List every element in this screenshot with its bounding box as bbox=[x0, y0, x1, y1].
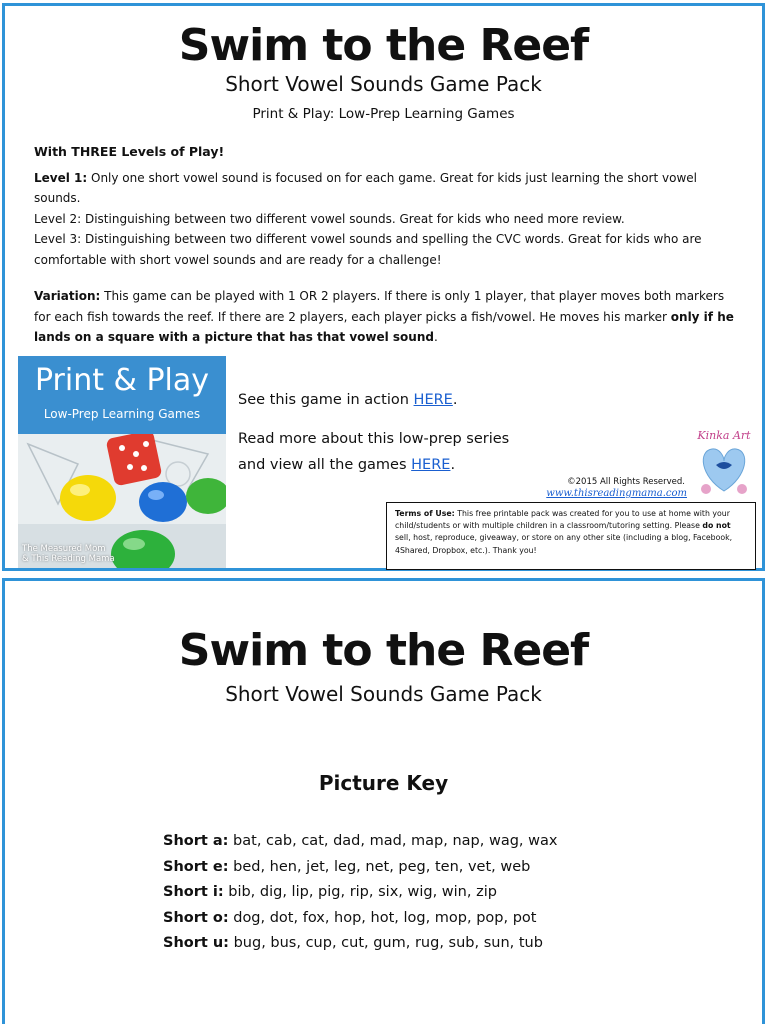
photo-credit-line-2: & This Reading Mama bbox=[22, 554, 115, 564]
picture-key-list bbox=[163, 829, 623, 957]
level-2-text: Level 2: Distinguishing between two different vowel sounds. Great for kids who need more review. bbox=[34, 211, 625, 226]
kinka-art-text: Kinka Art bbox=[697, 429, 751, 442]
game-subtitle: Short Vowel Sounds Game Pack bbox=[225, 72, 542, 96]
game-subtitle: Short Vowel Sounds Game Pack bbox=[225, 682, 542, 706]
variation-text: This game can be played with 1 OR 2 players. If there is only 1 player, that player moves both markers for each fish towards the reef. If there are 2 players, each player picks a fish/vowel. He moves his marker bbox=[34, 289, 725, 324]
vowel-words: bat, cab, cat, dad, mad, map, nap, wag, wax bbox=[228, 833, 558, 849]
game-photo bbox=[18, 356, 226, 568]
variation-end: . bbox=[433, 330, 438, 344]
photo-credit bbox=[22, 544, 115, 564]
list-item bbox=[163, 855, 623, 881]
vowel-words: bib, dig, lip, pig, rip, six, wig, win, zip bbox=[223, 884, 497, 900]
levels-heading: With THREE Levels of Play! bbox=[34, 144, 225, 159]
levels-section bbox=[34, 142, 734, 270]
variation-bold-text: only if he lands on a square with a picture that has that vowel sound bbox=[34, 309, 734, 344]
level-1-text bbox=[34, 168, 734, 209]
variation-label: Variation: bbox=[34, 289, 101, 303]
photo-banner-subtitle: Low-Prep Learning Games bbox=[43, 407, 201, 421]
vowel-label: Short e: bbox=[163, 858, 229, 875]
picture-key-title: Picture Key bbox=[318, 771, 449, 795]
site-link[interactable]: www.thisreadingmama.com bbox=[546, 488, 687, 499]
terms-of-use-box bbox=[386, 502, 756, 570]
game-action-promo bbox=[238, 387, 457, 413]
list-item bbox=[163, 829, 623, 855]
kinka-art-logo bbox=[690, 421, 758, 499]
promo-1-text: See this game in action bbox=[238, 392, 414, 408]
promo-2-line-1: Read more about this low-prep series bbox=[238, 431, 510, 447]
series-tagline: Print & Play: Low-Prep Learning Games bbox=[252, 106, 515, 122]
photo-banner bbox=[18, 356, 226, 434]
series-promo bbox=[238, 426, 509, 478]
level-3-text: Level 3: Distinguishing between two different vowel sounds and spelling the CVC words. Great for kids who are comfortable with short vowel sounds and are ready for a challenge! bbox=[34, 232, 702, 267]
vowel-label: Short u: bbox=[163, 935, 229, 951]
promo-1-end: . bbox=[452, 392, 458, 408]
vowel-label: Short i: bbox=[163, 884, 224, 900]
list-item bbox=[163, 880, 623, 906]
photo-credit-line-1: The Measured Mom bbox=[22, 544, 106, 554]
game-info-card bbox=[2, 3, 765, 571]
promo-2-line-2 bbox=[238, 452, 509, 478]
photo-banner-title: Print & Play bbox=[34, 363, 210, 398]
variation-section bbox=[34, 286, 734, 348]
vowel-label: Short a: bbox=[163, 833, 229, 849]
picture-key-card bbox=[2, 578, 765, 1024]
promo-2-text: and view all the games bbox=[238, 457, 412, 473]
level-1-description: Only one short vowel sound is focused on for each game. Great for kids just learning the short vowel sounds. bbox=[34, 170, 697, 205]
terms-label: Terms of Use: bbox=[395, 509, 455, 518]
terms-text: This free printable pack was created for you to use at home with your child/students or with multiple children in a classroom/tutoring setting. Please bbox=[395, 509, 730, 531]
level-1-label: Level 1: bbox=[34, 170, 88, 185]
terms-bold: do not bbox=[702, 521, 731, 531]
vowel-words: dog, dot, fox, hop, hot, log, mop, pop, pot bbox=[228, 909, 537, 926]
list-item bbox=[163, 906, 623, 932]
vowel-label: Short o: bbox=[163, 909, 229, 926]
copyright-text: ©2015 All Rights Reserved. bbox=[567, 477, 685, 487]
vowel-words: bug, bus, cup, cut, gum, rug, sub, sun, tub bbox=[228, 935, 543, 951]
vowel-words: bed, hen, jet, leg, net, peg, ten, vet, web bbox=[228, 858, 531, 875]
promo-2-end: . bbox=[450, 457, 456, 473]
list-item bbox=[163, 931, 623, 957]
all-games-link[interactable]: HERE bbox=[411, 457, 451, 473]
terms-end: sell, host, reproduce, giveaway, or store on any other site (including a blog, Facebook, 4Shared, Dropbox, etc.). Thank you! bbox=[395, 533, 733, 555]
game-action-link[interactable]: HERE bbox=[413, 392, 453, 408]
game-title: Swim to the Reef bbox=[178, 20, 589, 71]
game-title: Swim to the Reef bbox=[178, 625, 589, 676]
